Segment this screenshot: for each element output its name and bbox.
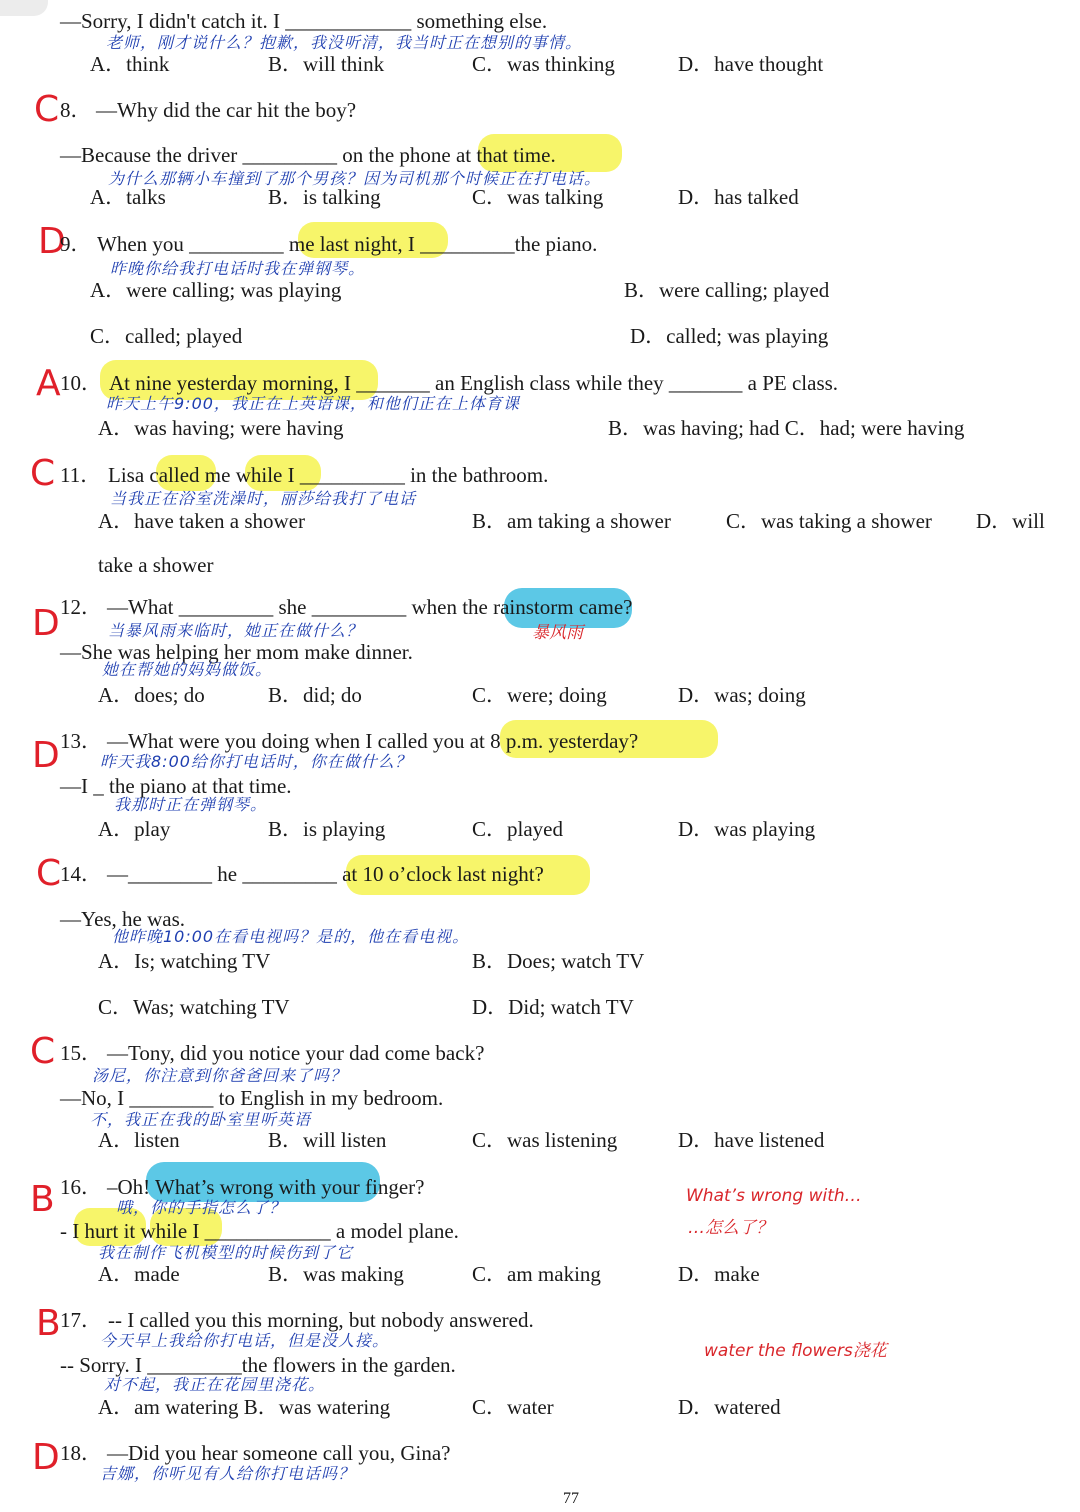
option: C．was thinking (472, 52, 615, 76)
handwritten-note: 老师，刚才说什么？抱歉，我没听清，我当时正在想别的事情。 (106, 33, 583, 52)
answer-mark: D (38, 221, 66, 262)
option: A．listen (98, 1128, 180, 1152)
question-line: —What were you doing when I called you at 8 p.m. yesterday? (107, 729, 639, 753)
answer-mark: C (34, 89, 60, 130)
option: B．is talking (268, 185, 381, 209)
option: A．think (90, 52, 170, 76)
question-line: - I hurt it while I ____________ a model plane. (60, 1219, 459, 1243)
question-line: —I _ the piano at that time. (60, 774, 292, 798)
question-line: Lisa called me while I __________ in the bathroom. (108, 463, 549, 487)
handwritten-note: 吉娜，你听见有人给你打电话吗？ (100, 1464, 356, 1483)
question-number: 16． (60, 1175, 102, 1199)
handwritten-note: 他昨晚10:00在看电视吗？是的，他在看电视。 (112, 927, 470, 946)
option: C．Was; watching TV (98, 995, 290, 1019)
option: A．talks (90, 185, 166, 209)
question-line: —Tony, did you notice your dad come back? (107, 1041, 485, 1065)
question-number: 17． (60, 1308, 102, 1332)
option: B．is playing (268, 817, 386, 841)
red-note: water the flowers浇花 (704, 1341, 887, 1361)
option: B．Does; watch TV (472, 949, 645, 973)
question-line: —________ he _________ at 10 o’clock last night? (107, 862, 544, 886)
option: C．was taking a shower (726, 509, 932, 533)
option: A．Is; watching TV (98, 949, 271, 973)
question-line: At nine yesterday morning, I _______ an English class while they _______ a PE class. (109, 371, 839, 395)
option: B．were calling; played (624, 278, 830, 302)
question-line: —What _________ she _________ when the rainstorm came? (107, 595, 633, 619)
option: B．was making (268, 1262, 404, 1286)
option: A．does; do (98, 683, 205, 707)
option: D．have listened (678, 1128, 825, 1152)
option: C．water (472, 1395, 554, 1419)
question-number: 13． (60, 729, 102, 753)
option: A．have taken a shower (98, 509, 306, 533)
question-line: -- I called you this morning, but nobody answered. (108, 1308, 534, 1332)
option: D．was playing (678, 817, 816, 841)
option: D．have thought (678, 52, 824, 76)
option: D．has talked (678, 185, 799, 209)
option-continued: take a shower (98, 553, 214, 577)
handwritten-note: 汤尼，你注意到你爸爸回来了吗？ (92, 1066, 348, 1085)
option: B．will listen (268, 1128, 387, 1152)
option: D．will (976, 509, 1045, 533)
option: A．made (98, 1262, 180, 1286)
option: A．was having; were having (98, 416, 344, 440)
option: C．was talking (472, 185, 604, 209)
answer-mark: C (36, 853, 62, 894)
answer-mark: B (36, 1303, 61, 1344)
answer-mark: A (36, 363, 61, 404)
question-line: –Oh! What’s wrong with your finger? (107, 1175, 425, 1199)
option: C．am making (472, 1262, 601, 1286)
handwritten-note: 哦，你的手指怎么了？ (116, 1198, 287, 1217)
option: D．watered (678, 1395, 781, 1419)
option: A．play (98, 817, 171, 841)
option: A．am watering B．was watering (98, 1395, 391, 1419)
handwritten-note: 昨晚你给我打电话时我在弹钢琴。 (110, 259, 366, 278)
red-note: 暴风雨 (532, 623, 583, 643)
red-note: …怎么了？ (688, 1218, 773, 1238)
handwritten-note: 我在制作飞机模型的时候伤到了它 (98, 1243, 354, 1262)
question-number: 15． (60, 1041, 102, 1065)
option: D．called; was playing (630, 324, 829, 348)
handwritten-note: 昨天上午9:00，我正在上英语课，和他们正在上体育课 (106, 394, 520, 413)
option: D．Did; watch TV (472, 995, 634, 1019)
question-line: —Why did the car hit the boy? (96, 98, 357, 122)
question-line: -- Sorry. I _________the flowers in the garden. (60, 1353, 456, 1377)
red-note: What’s wrong with… (686, 1186, 862, 1206)
option: C．was listening (472, 1128, 618, 1152)
option: B．was having; had C．had; were having (608, 416, 965, 440)
page-number: 77 (563, 1490, 579, 1507)
question-number: 18． (60, 1441, 102, 1465)
handwritten-note: 今天早上我给你打电话，但是没人接。 (100, 1331, 390, 1350)
question-number: 11． (60, 463, 102, 487)
question-line: —She was helping her mom make dinner. (60, 640, 413, 664)
handwritten-note: 不，我正在我的卧室里听英语 (90, 1110, 312, 1129)
answer-mark: D (32, 603, 60, 644)
handwritten-note: 她在帮她的妈妈做饭。 (102, 660, 273, 679)
question-line: —Sorry, I didn't catch it. I ____________ something else. (60, 9, 548, 33)
handwritten-note: 我那时正在弹钢琴。 (114, 795, 268, 814)
answer-mark: D (32, 735, 60, 776)
option: D．was; doing (678, 683, 806, 707)
option: C．were; doing (472, 683, 607, 707)
option: B．am taking a shower (472, 509, 671, 533)
option: B．will think (268, 52, 385, 76)
handwritten-note: 当我正在浴室洗澡时，丽莎给我打了电话 (110, 489, 417, 508)
handwritten-note: 对不起，我正在花园里浇花。 (104, 1375, 326, 1394)
option: A．were calling; was playing (90, 278, 342, 302)
question-line: When you _________ me last night, I _________the piano. (97, 232, 598, 256)
handwritten-note: 为什么那辆小车撞到了那个男孩？因为司机那个时候正在打电话。 (108, 169, 602, 188)
answer-mark: C (30, 1031, 56, 1072)
question-line: —Yes, he was. (60, 907, 186, 931)
question-number: 9． (60, 232, 92, 256)
question-line: —Did you hear someone call you, Gina? (107, 1441, 451, 1465)
question-number: 8． (60, 98, 92, 122)
question-number: 14． (60, 862, 102, 886)
option: C．called; played (90, 324, 243, 348)
option: B．did; do (268, 683, 362, 707)
answer-mark: C (30, 453, 56, 494)
option: C．played (472, 817, 563, 841)
handwritten-note: 当暴风雨来临时，她正在做什么？ (108, 621, 364, 640)
answer-mark: D (32, 1437, 60, 1478)
answer-mark: B (30, 1179, 55, 1220)
handwritten-note: 昨天我8:00给你打电话时，你在做什么？ (100, 752, 412, 771)
question-number: 12． (60, 595, 102, 619)
question-line: —Because the driver _________ on the phone at that time. (60, 143, 556, 167)
page-corner-tab (0, 0, 48, 16)
option: D．make (678, 1262, 760, 1286)
question-line: —No, I ________ to English in my bedroom. (60, 1086, 444, 1110)
question-number: 10． (60, 371, 102, 395)
